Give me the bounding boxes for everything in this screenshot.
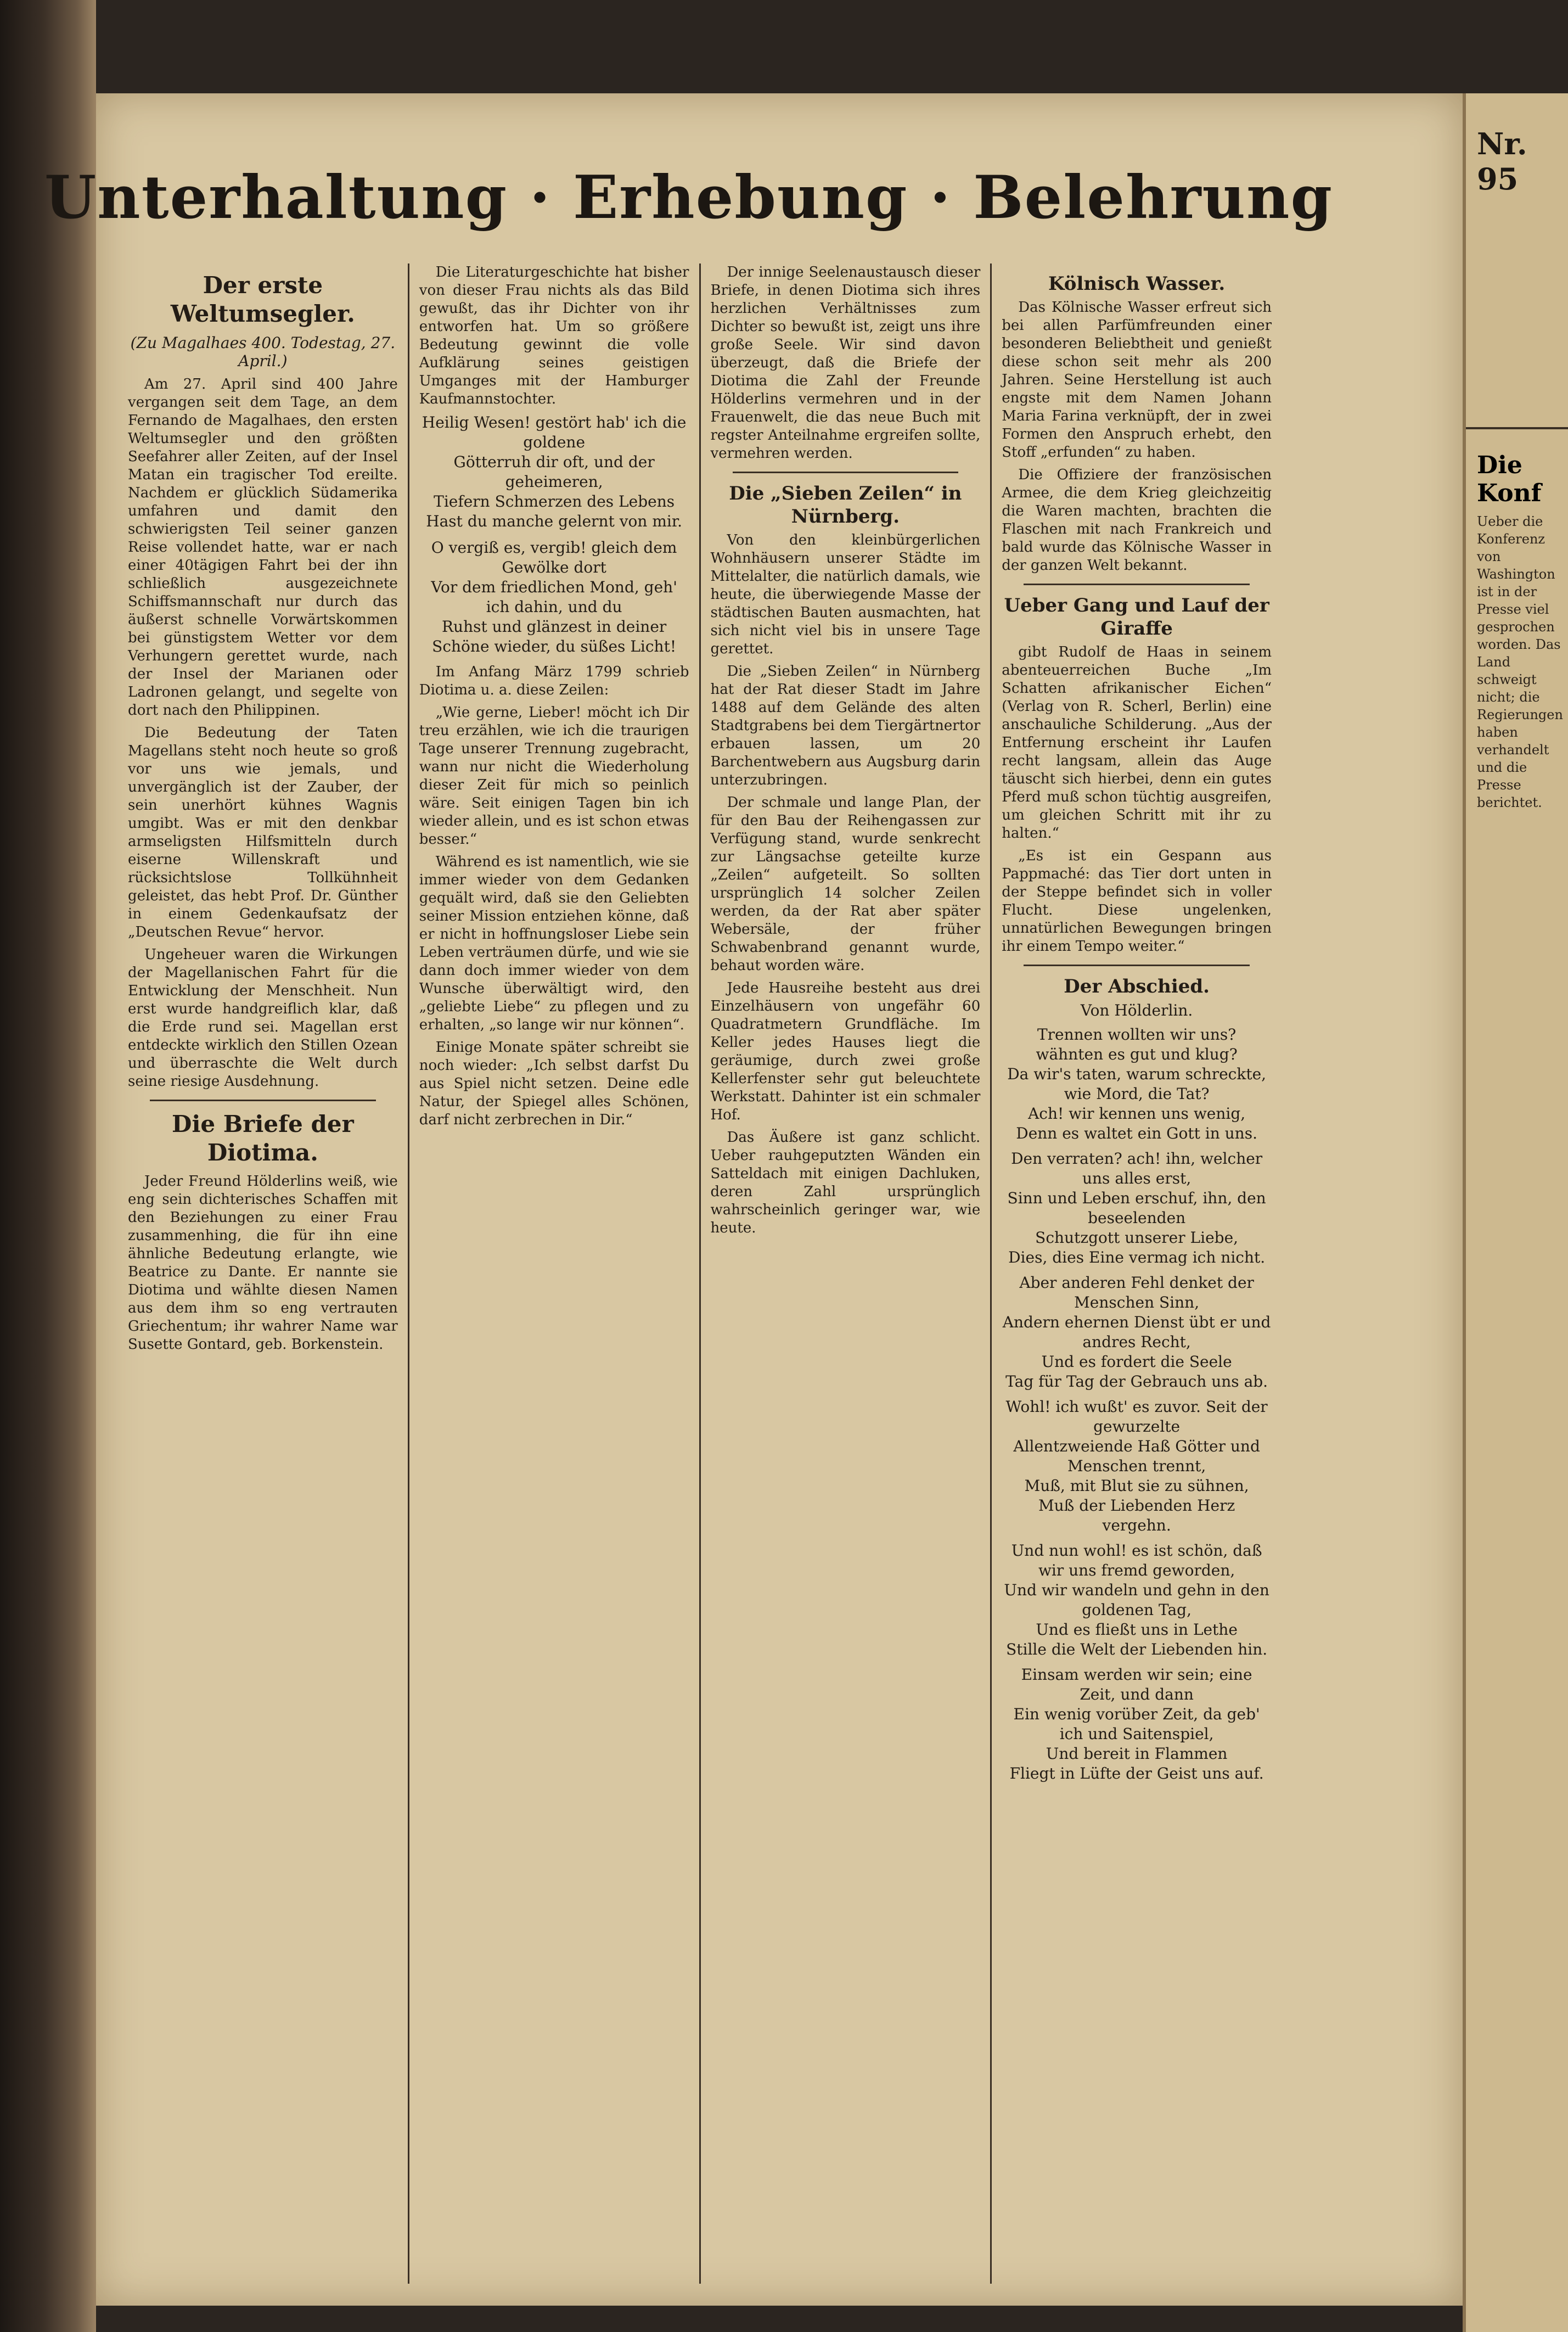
poem-line: Stille die Welt der Liebenden hin. xyxy=(1006,1640,1268,1658)
book-spine xyxy=(0,0,96,2332)
poem-line: Denn es waltet ein Gott in uns. xyxy=(1016,1124,1257,1142)
article-title-weltumsegler: Der erste Weltumsegler. xyxy=(170,272,355,327)
masthead-title: Unterhaltung · Erhebung · Belehrung xyxy=(44,163,1334,232)
paragraph: „Es ist ein Gespann aus Pappmaché: das Tier dort unten in der Steppe befindet sich in voller Flucht. Diese ungelenken, unnatürlichen Bewegungen bringen ihr einem Tempo weiter.“ xyxy=(1002,848,1272,955)
poem-stanza xyxy=(1002,1541,1272,1660)
poem-line: Muß, mit Blut sie zu sühnen, xyxy=(1024,1477,1249,1495)
poem-line: Schutzgott unserer Liebe, xyxy=(1035,1229,1239,1247)
poem-line: O vergiß es, vergib! gleich dem Gewölke dort xyxy=(431,539,677,576)
paragraph: Der schmale und lange Plan, der für den Bau der Reihengassen zur Verfügung stand, wurde senkrecht zur Längsachse geteilte kurze „Zeilen“ aufgeteilt. So sollten ursprünglich 14 solcher Zeilen werden, da der Rat aber später Webersäle, der früher Schwabenbrand genannt wurde, behaut worden wäre. xyxy=(710,794,981,974)
poem-line: Dies, dies Eine vermag ich nicht. xyxy=(1008,1248,1266,1266)
poem-line: Vor dem friedlichen Mond, geh' ich dahin, und du xyxy=(431,578,677,616)
poem-excerpt xyxy=(419,538,689,657)
paragraph: Das Äußere ist ganz schlicht. Ueber rauhgeputzten Wänden ein Satteldach mit einigen Dachluken, deren Zahl ursprünglich wahrscheinlich geringer war, wie heute. xyxy=(710,1129,981,1236)
next-page-article-title: Die Konf xyxy=(1466,427,1568,513)
poem-byline: Von Hölderlin. xyxy=(1080,1001,1193,1019)
poem-line: Ach! wir kennen uns wenig, xyxy=(1028,1105,1246,1123)
poem-stanza xyxy=(1002,1665,1272,1784)
poem-line: Götterruh dir oft, und der geheimeren, xyxy=(453,453,655,491)
poem-line: Einsam werden wir sein; eine Zeit, und dann xyxy=(1021,1666,1252,1703)
poem-line: Sinn und Leben erschuf, ihn, den beseelenden xyxy=(1007,1189,1266,1227)
next-page-text: Ueber die Konferenz von Washington ist in der Presse viel gesprochen worden. Das Land schweigt nicht; die Regierungen haben verhandelt und die Presse berichtet. xyxy=(1477,514,1563,810)
divider xyxy=(150,1100,376,1101)
paragraph: gibt Rudolf de Haas in seinem abenteuerreichen Buche „Im Schatten afrikanischer Eichen“ (Verlag von R. Scherl, Berlin) eine anschauliche Schilderung. „Aus der Entfernung erscheint ihr Laufen recht langsam, allein das Auge täuscht sich hierbei, denn ein gutes Pferd muß schon tüchtig ausgreifen, um gleichen Schritt mit ihr zu halten.“ xyxy=(1002,644,1272,842)
poem-line: Ein wenig vorüber Zeit, da geb' ich und Saitenspiel, xyxy=(1013,1705,1260,1743)
article-title-koelnisch: Kölnisch Wasser. xyxy=(1048,273,1226,295)
poem-line: Da wir's taten, warum schreckte, wie Mord, die Tat? xyxy=(1007,1065,1267,1103)
poem-line: Muß der Liebenden Herz vergehn. xyxy=(1038,1496,1235,1534)
article-subtitle-weltumsegler: (Zu Magalhaes 400. Todestag, 27. April.) xyxy=(130,334,396,370)
divider xyxy=(733,472,959,473)
article-title-giraffe: Ueber Gang und Lauf der Giraffe xyxy=(1004,595,1269,640)
paragraph: Die Offiziere der französischen Armee, die dem Krieg gleichzeitig die Waren machten, brachten die Flaschen mit nach Frankreich und bald wurde das Kölnische Wasser in der ganzen Welt bekannt. xyxy=(1002,467,1272,574)
poem-line: Tag für Tag der Gebrauch uns ab. xyxy=(1005,1372,1268,1391)
divider xyxy=(1024,965,1250,966)
paragraph: Am 27. April sind 400 Jahre vergangen seit dem Tage, an dem Fernando de Magalhaes, den ersten Weltumsegler und den größten Seefahrer aller Zeiten, auf der Insel Matan ein tragischer Tod ereilte. Nachdem er glücklich Südamerika umfahren und damit den schwierigsten Teil seiner ganzen Reise vollendet hatte, war er nach einer 40tägigen Fahrt bei der ihn schließlich ausgezeichnete Schiffsmannschaft nur durch das äußerst schnelle Vorwärtskommen bei günstigstem Wetter vor dem Verhungern gerettet wurde, nach der Insel der Marianen oder Ladronen gelangt, und segelte von dort nach den Philippinen. xyxy=(128,376,398,719)
paragraph: Im Anfang März 1799 schrieb Diotima u. a. diese Zeilen: xyxy=(419,664,689,698)
article-title-diotima: Die Briefe der Diotima. xyxy=(172,1111,354,1166)
poem-line: Heilig Wesen! gestört hab' ich die goldene xyxy=(421,413,687,451)
column-1 xyxy=(118,264,409,2284)
poem-stanza xyxy=(1002,1397,1272,1535)
paragraph: Einige Monate später schreibt sie noch wieder: „Ich selbst darfst Du aus Spiel nicht setzen. Deine edle Natur, der Spiegel alles Schönen, darf nicht zerbrechen in Dir.“ xyxy=(419,1039,689,1128)
paragraph: Die Bedeutung der Taten Magellans steht noch heute so groß vor uns wie jemals, und unvergänglich ist der Zauber, der sein unerhört kühnes Wagnis umgibt. Was er mit den denkbar armseligsten Hilfsmitteln durch eiserne Willenskraft und rücksichtslose Tollkühnheit geleistet, das hebt Prof. Dr. Günther in einem Gedenkaufsatz der „Deutschen Revue“ hervor. xyxy=(128,725,398,940)
poem-line: Tiefern Schmerzen des Lebens xyxy=(434,492,675,511)
poem-line: Aber anderen Fehl denket der Menschen Sinn, xyxy=(1019,1274,1254,1311)
paragraph: Die Literaturgeschichte hat bisher von dieser Frau nichts als das Bild gewußt, das ihr Dichter von ihr entworfen hat. Um so größere Bedeutung gewinnt die volle Aufklärung seines geistigen Umganges mit der Hamburger Kaufmannstochter. xyxy=(419,264,689,407)
poem-line: Und nun wohl! es ist schön, daß wir uns fremd geworden, xyxy=(1011,1541,1262,1579)
paragraph: Von den kleinbürgerlichen Wohnhäusern unserer Städte im Mittelalter, die natürlich damals, wie heute, die überwiegende Masse der städtischen Bauten ausmachten, hat sich nicht viel bis in unsere Tage gerettet. xyxy=(710,532,981,657)
poem-stanza xyxy=(1002,1273,1272,1392)
newspaper-page xyxy=(44,93,1463,2306)
poem-line: Hast du manche gelernt von mir. xyxy=(426,512,683,530)
poem-line: Schöne wieder, du süßes Licht! xyxy=(432,637,677,655)
poem-line: Trennen wollten wir uns? wähnten es gut und klug? xyxy=(1036,1025,1238,1063)
page-number: Nr. 95 xyxy=(1477,126,1527,197)
poem-title-abschied: Der Abschied. xyxy=(1064,976,1210,997)
poem-line: Allentzweiende Haß Götter und Menschen trennt, xyxy=(1013,1437,1260,1475)
paragraph: Jeder Freund Hölderlins weiß, wie eng sein dichterisches Schaffen mit den Beziehungen zu einer Frau zusammenhing, die für ihn eine ähnliche Bedeutung erlangte, wie Beatrice zu Dante. Er nannte sie Diotima und wählte diesen Namen aus dem ihm so eng vertrauten Griechentum; ihr wahrer Name war Susette Gontard, geb. Borkenstein. xyxy=(128,1173,398,1353)
article-title-sieben-zeilen: Die „Sieben Zeilen“ in Nürnberg. xyxy=(729,483,962,528)
paragraph: Das Kölnische Wasser erfreut sich bei allen Parfümfreunden einer besonderen Beliebtheit und genießt diese schon seit mehr als 200 Jahren. Seine Herstellung ist auch engste mit dem Namen Johann Maria Farina verknüpft, der in zwei Formen den Anspruch erhebt, den Stoff „erfunden“ zu haben. xyxy=(1002,299,1272,461)
column-3 xyxy=(701,264,992,2284)
paragraph: Während es ist namentlich, wie sie immer wieder von dem Gedanken gequält wird, daß sie den Geliebten seiner Mission entziehen könne, daß er nicht in hoffnungsloser Liebe sein Leben verträumen dürfe, und wie sie dann doch immer wieder von dem Wunsche überwältigt wird, den „geliebte Liebe“ zu pflegen und zu erhalten, „so lange wir nur können“. xyxy=(419,854,689,1033)
article-columns xyxy=(118,264,1282,2284)
divider xyxy=(1024,584,1250,585)
poem-line: Wohl! ich wußt' es zuvor. Seit der gewurzelte xyxy=(1005,1398,1268,1436)
paragraph: Jede Hausreihe besteht aus drei Einzelhäusern von ungefähr 60 Quadratmetern Grundfläche. Im Keller jedes Hauses liegt die geräumige, durch zwei große Kellerfenster sehr gut beleuchtete Werkstatt. Dahinter ist ein schmaler Hof. xyxy=(710,980,981,1123)
column-4 xyxy=(992,264,1282,2284)
poem-line: Und es fordert die Seele xyxy=(1041,1353,1232,1371)
poem-line: Den verraten? ach! ihn, welcher uns alles erst, xyxy=(1011,1150,1263,1187)
paragraph: Ungeheuer waren die Wirkungen der Magellanischen Fahrt für die Entwicklung der Menschheit. Nun erst wurde handgreiflich klar, daß die Erde rund sei. Magellan erst entdeckte wirklich den Stillen Ozean und überraschte die Welt durch seine riesige Ausdehnung. xyxy=(128,946,398,1090)
poem-line: Fliegt in Lüfte der Geist uns auf. xyxy=(1009,1764,1264,1782)
poem-line: Ruhst und glänzest in deiner xyxy=(441,618,667,636)
poem-excerpt xyxy=(419,413,689,531)
column-2 xyxy=(409,264,701,2284)
poem-line: Und wir wandeln und gehn in den goldenen Tag, xyxy=(1004,1581,1269,1619)
paragraph: „Wie gerne, Lieber! möcht ich Dir treu erzählen, wie ich die traurigen Tage unserer Trennung zugebracht, wann nur nicht die Wiederholung dieser Zeit für mich so peinlich wäre. Seit einigen Tagen bin ich wieder allein, und es ist schon etwas besser.“ xyxy=(419,704,689,848)
poem-line: Und es fließt uns in Lethe xyxy=(1036,1621,1238,1639)
poem-line: Andern ehernen Dienst übt er und andres Recht, xyxy=(1002,1313,1271,1351)
paragraph: Die „Sieben Zeilen“ in Nürnberg hat der Rat dieser Stadt im Jahre 1488 auf dem Gelände des alten Stadtgrabens bei dem Tiergärtnertor erbauen lassen, um 20 Barchentwebern aus Augsburg darin unterzubringen. xyxy=(710,663,981,788)
masthead xyxy=(44,143,1334,253)
poem-line: Und bereit in Flammen xyxy=(1046,1745,1228,1763)
next-page-edge xyxy=(1463,93,1568,2332)
poem-stanza xyxy=(1002,1025,1272,1143)
paragraph: Der innige Seelenaustausch dieser Briefe, in denen Diotima sich ihres herzlichen Verhältnisses zum Dichter so bewußt ist, zeigt uns ihre große Seele. Wir sind davon überzeugt, daß die Briefe der Diotima die Zahl der Freunde Hölderlins vermehren und in der Frauenwelt, die das neue Buch mit regster Anteilnahme ergreifen sollte, vermehren werden. xyxy=(710,264,981,462)
poem-stanza xyxy=(1002,1149,1272,1268)
